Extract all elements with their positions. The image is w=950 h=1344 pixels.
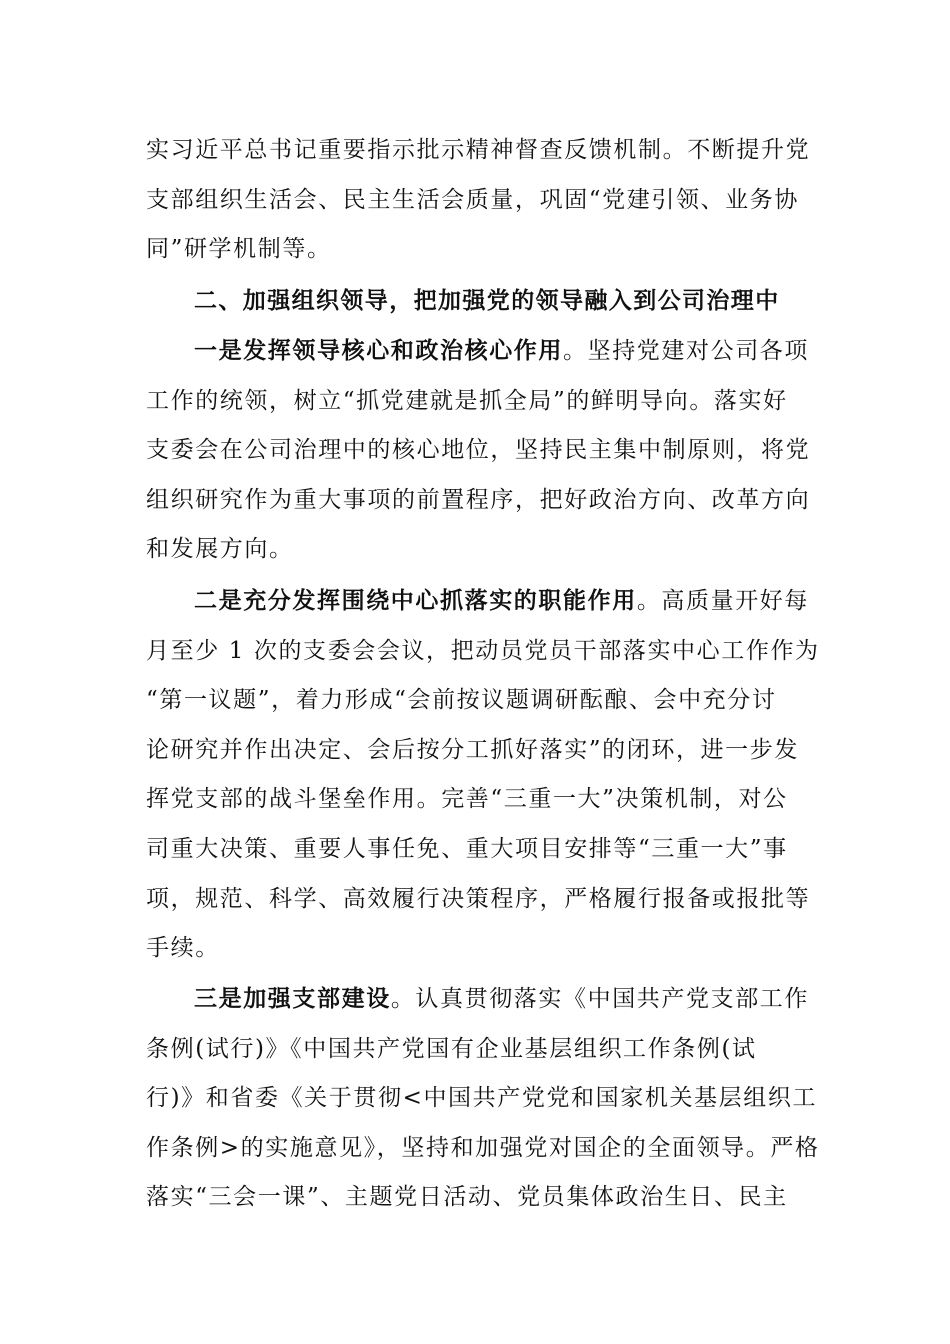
paragraph-3 [146, 974, 820, 1223]
text-line: 落实“三会一课”、主题党日活动、党员集体政治生日、民主 [146, 1184, 788, 1211]
text-line: 同”研学机制等。 [146, 236, 332, 263]
text-line: 支部组织生活会、民主生活会质量，巩固“党建引领、业务协 [146, 186, 799, 213]
paragraph-lead: 二是充分发挥围绕中心抓落实的职能作用 [194, 587, 637, 614]
text-line: 月至少 1 次的支委会会议，把动员党员干部落实中心工作作为 [146, 637, 820, 664]
continuation-paragraph [146, 126, 811, 275]
text-run: 。高质量开好每 [636, 588, 810, 614]
paragraph-2 [146, 576, 820, 974]
text-line: 工作的统领，树立“抓党建就是抓全局”的鲜明导向。落实好 [146, 387, 788, 414]
paragraph-lead: 三是加强支部建设 [194, 985, 391, 1012]
text-line: 条例(试行)》《中国共产党国有企业基层组织工作条例(试 [146, 1035, 757, 1062]
text-line: 挥党支部的战斗堡垒作用。完善“三重一大”决策机制，对公 [146, 786, 788, 813]
text-run: 。认真贯彻落实《中国共产党支部工作 [390, 986, 810, 1012]
text-line: “第一议题”，着力形成“会前按议题调研酝酿、会中充分讨 [146, 687, 777, 714]
text-line: 行)》和省委《关于贯彻<中国共产党党和国家机关基层组织工 [146, 1085, 818, 1112]
text-line: 组织研究作为重大事项的前置程序，把好政治方向、改革方向 [146, 486, 811, 513]
text-line: 手续。 [146, 935, 220, 962]
text-line: 司重大决策、重要人事任免、重大项目安排等“三重一大”事 [146, 835, 788, 862]
text-line: 作条例>的实施意见》，坚持和加强党对国企的全面领导。严格 [146, 1134, 820, 1161]
text-line: 论研究并作出决定、会后按分工抓好落实”的闭环，进一步发 [146, 736, 799, 763]
text-line [146, 326, 809, 377]
text-line [146, 576, 810, 627]
section-heading: 二、加强组织领导，把加强党的领导融入到公司治理中 [194, 287, 780, 314]
text-line: 支委会在公司治理中的核心地位，坚持民主集中制原则，将党 [146, 437, 811, 464]
text-line: 实习近平总书记重要指示批示精神督查反馈机制。不断提升党 [146, 137, 811, 163]
paragraph-lead: 一是发挥领导核心和政治核心作用 [194, 337, 563, 364]
paragraph-1 [146, 326, 811, 575]
text-run: 。坚持党建对公司各项 [563, 338, 809, 364]
text-line: 项，规范、科学、高效履行决策程序，严格履行报备或报批等 [146, 885, 811, 912]
text-line: 和发展方向。 [146, 536, 294, 563]
text-line [146, 974, 810, 1025]
